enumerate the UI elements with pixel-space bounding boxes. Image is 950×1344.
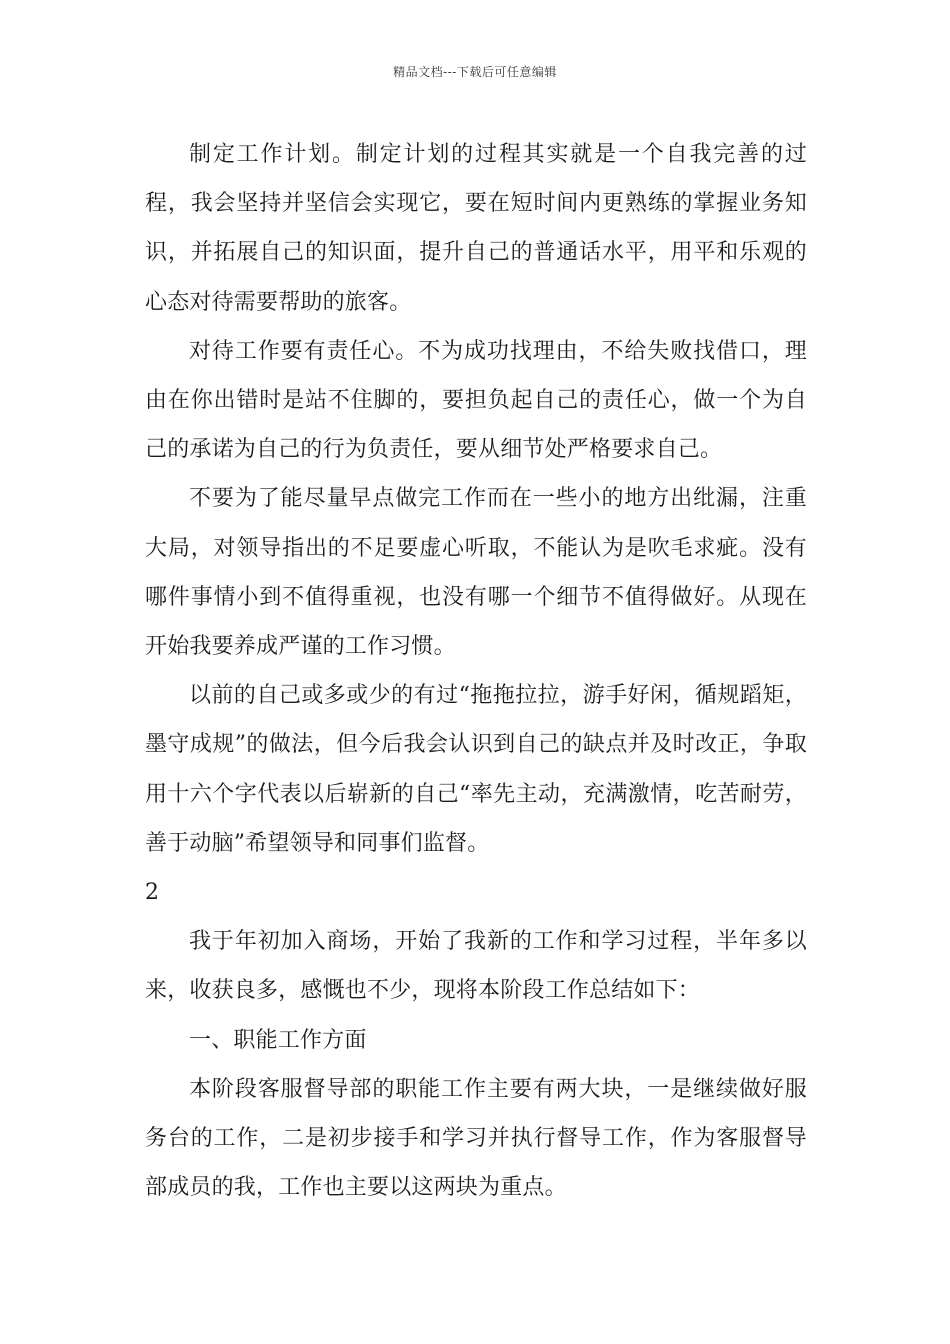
section-number: 2 (145, 880, 160, 906)
paragraph-intro: 我于年初加入商场，开始了我新的工作和学习过程，半年多以来，收获良多，感慨也不少，现将本阶段工作总结如下： (145, 929, 807, 1004)
paragraph-self-improvement: 以前的自己或多或少的有过“拖拖拉拉，游手好闲，循规蹈矩，墨守成规”的做法，但今后我会认识到自己的缺点并及时改正，争取用十六个字代表以后崭新的自己“率先主动，充满激情，吃苦耐劳，善于动脑”希望领导和同事们监督。 (145, 683, 807, 856)
document-body (145, 130, 807, 1212)
paragraph-responsibility: 对待工作要有责任心。不为成功找理由，不给失败找借口，理由在你出错时是站不住脚的，要担负起自己的责任心，做一个为自己的承诺为自己的行为负责任，要从细节处严格要求自己。 (145, 338, 807, 463)
page-header: 精品文档---下载后可任意编辑 (393, 65, 557, 79)
paragraph-duties: 本阶段客服督导部的职能工作主要有两大块，一是继续做好服务台的工作，二是初步接手和学习并执行督导工作，作为客服督导部成员的我，工作也主要以这两块为重点。 (145, 1076, 807, 1201)
paragraph-details: 不要为了能尽量早点做完工作而在一些小的地方出纰漏，注重大局，对领导指出的不足要虚心听取，不能认为是吹毛求疵。没有哪件事情小到不值得重视，也没有哪一个细节不值得做好。从现在开始我要养成严谨的工作习惯。 (145, 486, 807, 660)
section-heading: 一、职能工作方面 (189, 1027, 367, 1053)
paragraph-work-plan: 制定工作计划。制定计划的过程其实就是一个自我完善的过程，我会坚持并坚信会实现它，要在短时间内更熟练的掌握业务知识，并拓展自己的知识面，提升自己的普通话水平，用平和乐观的心态对待需要帮助的旅客。 (145, 142, 807, 315)
